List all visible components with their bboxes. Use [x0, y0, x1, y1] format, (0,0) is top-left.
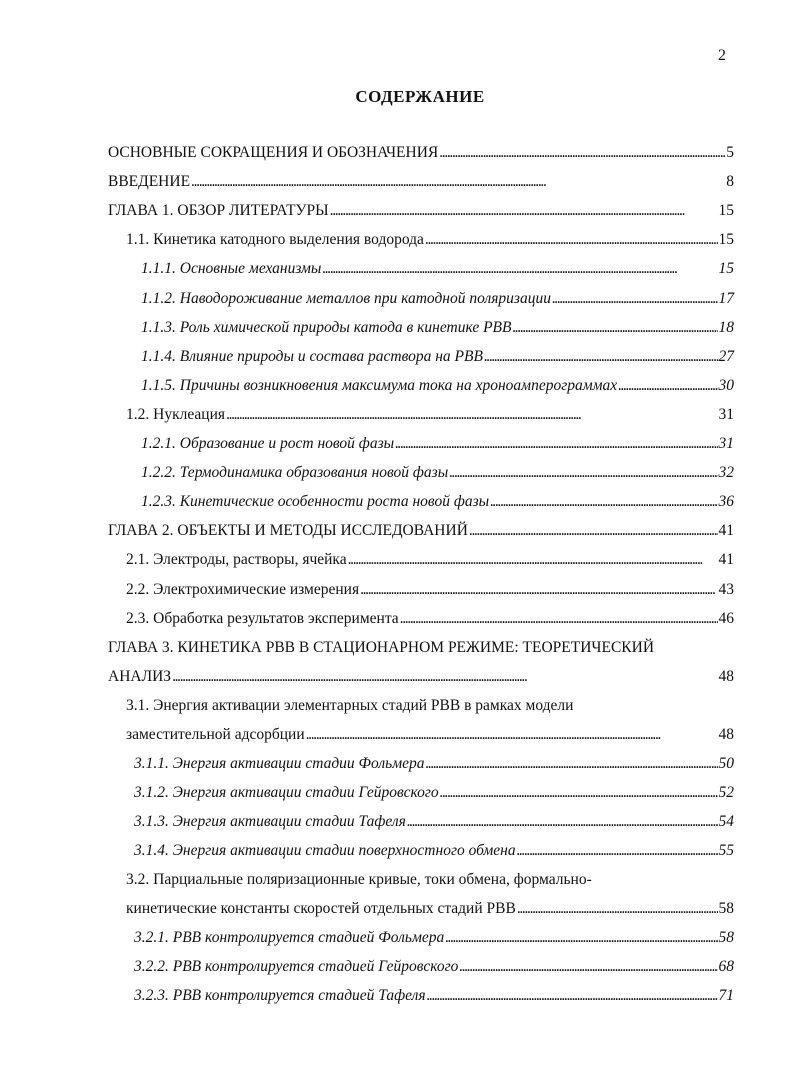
toc-leader-dots: [517, 841, 718, 861]
toc-leader-dots: [395, 434, 717, 454]
toc-entry-title: ОСНОВНЫЕ СОКРАЩЕНИЯ И ОБОЗНАЧЕНИЯ: [108, 144, 439, 161]
toc-entry-page: 58: [718, 929, 734, 946]
toc-entry: [141, 492, 734, 512]
toc-leader-dots: [459, 957, 717, 977]
toc-leader-dots: [449, 463, 717, 483]
toc-leader-dots: [330, 201, 718, 221]
toc-entry-page: 50: [718, 755, 734, 772]
toc-entry-page: 55: [718, 842, 734, 859]
toc-entry-title-line1: 3.1. Энергия активации элементарных стадий РВВ в рамках модели: [126, 697, 574, 714]
toc-leader-dots: [348, 550, 718, 570]
toc-entry-title: 1.2.2. Термодинамика образования новой фазы: [141, 464, 449, 481]
toc-entry: [134, 783, 734, 803]
toc-entry: [134, 754, 734, 774]
toc-entry-title: ГЛАВА 2. ОБЪЕКТЫ И МЕТОДЫ ИССЛЕДОВАНИЙ: [108, 522, 468, 539]
toc-leader-dots: [440, 783, 718, 803]
toc-entry-page: 5: [726, 144, 734, 161]
toc-entry-page: 58: [718, 900, 734, 917]
toc-leader-dots: [552, 289, 718, 309]
toc-entry-title: кинетические константы скоростей отдельных стадий РВВ: [126, 900, 516, 917]
toc-leader-dots: [439, 143, 725, 163]
toc-entry-title-line1: ГЛАВА 3. КИНЕТИКА РВВ В СТАЦИОНАРНОМ РЕЖИМЕ: ТЕОРЕТИЧЕСКИЙ: [108, 639, 655, 656]
toc-entry: [108, 521, 734, 541]
toc-entry-title: 3.1.1. Энергия активации стадии Фольмера: [134, 755, 425, 772]
toc-entry-page: 8: [726, 173, 734, 190]
toc-leader-dots: [484, 347, 718, 367]
toc-entry-page: 18: [718, 319, 734, 336]
toc-entry-page: 68: [718, 958, 734, 975]
toc-entry: [134, 986, 734, 1006]
toc-entry-page: 48: [718, 726, 734, 743]
toc-entry-page: 15: [718, 260, 734, 277]
toc-leader-dots: [191, 172, 725, 192]
toc-entry: [141, 318, 734, 338]
toc-entry: [134, 928, 734, 948]
toc-entry-title: ВВЕДЕНИЕ: [108, 173, 191, 190]
toc-leader-dots: [469, 521, 718, 541]
toc-entry-title: заместительной адсорбции: [126, 726, 305, 743]
toc-entry-page: 41: [718, 522, 734, 539]
toc-leader-dots: [425, 230, 718, 250]
toc-leader-dots: [445, 928, 717, 948]
toc-entry-title: 3.2.2. РВВ контролируется стадией Гейровского: [134, 958, 459, 975]
toc-entry: [141, 463, 734, 483]
toc-entry-page: 15: [718, 202, 734, 219]
toc-entry-page: 32: [718, 464, 734, 481]
toc-entry-title: 3.1.3. Энергия активации стадии Тафеля: [134, 813, 406, 830]
toc-entry-title: 1.1.3. Роль химической природы катода в кинетике РВВ: [141, 319, 512, 336]
toc-entry-page: 31: [718, 435, 734, 452]
toc-entry-title: 3.1.4. Энергия активации стадии поверхностного обмена: [134, 842, 516, 859]
toc-entry: [141, 434, 734, 454]
toc-entry-page: 41: [718, 551, 734, 568]
toc-leader-dots: [322, 259, 717, 279]
toc-entry-title: 2.2. Электрохимические измерения: [126, 581, 360, 598]
toc-entry: [108, 667, 734, 687]
toc-entry: [108, 201, 734, 221]
toc-leader-dots: [490, 492, 717, 512]
toc-entry-title: 1.1.5. Причины возникновения максимума тока на хроноамперограммах: [141, 377, 618, 394]
toc-entry: [134, 812, 734, 832]
toc-leader-dots: [512, 318, 717, 338]
toc-entry: [134, 957, 734, 977]
toc-entry-title-line1: 3.2. Парциальные поляризационные кривые, токи обмена, формально-: [126, 871, 592, 888]
toc-entry: [126, 550, 734, 570]
toc-entry-title: 2.1. Электроды, растворы, ячейка: [126, 551, 347, 568]
toc-leader-dots: [618, 376, 717, 396]
toc-entry-title: 1.2.1. Образование и рост новой фазы: [141, 435, 395, 452]
toc-entry: [126, 230, 734, 250]
toc-entry-title: 1.2.3. Кинетические особенности роста новой фазы: [141, 493, 490, 510]
toc-leader-dots: [306, 725, 718, 745]
page-title: СОДЕРЖАНИЕ: [355, 87, 485, 106]
toc-entry-page: 30: [718, 377, 734, 394]
toc-entry: [126, 725, 734, 745]
toc-entry-title: 1.1. Кинетика катодного выделения водорода: [126, 231, 424, 248]
toc-entry-title: ГЛАВА 1. ОБЗОР ЛИТЕРАТУРЫ: [108, 202, 329, 219]
toc-leader-dots: [425, 754, 717, 774]
toc-leader-dots: [517, 899, 718, 919]
toc-entry-title: 1.2. Нуклеация: [126, 406, 226, 423]
toc-entry-title: АНАЛИЗ: [108, 668, 172, 685]
toc-entry-page: 71: [718, 987, 734, 1004]
toc-leader-dots: [407, 812, 718, 832]
toc-entry-title: 1.1.1. Основные механизмы: [141, 260, 322, 277]
toc-entry-title: 1.1.4. Влияние природы и состава раствора на РВВ: [141, 348, 483, 365]
toc-entry-title: 3.2.1. РВВ контролируется стадией Фольмера: [134, 929, 445, 946]
toc-leader-dots: [427, 986, 718, 1006]
toc-entry: [141, 376, 734, 396]
toc-entry-page: 31: [718, 406, 734, 423]
toc-entry-title: 3.2.3. РВВ контролируется стадией Тафеля: [134, 987, 426, 1004]
toc-entry-page: 52: [718, 784, 734, 801]
toc-entry: [141, 289, 734, 309]
toc-entry: [141, 259, 734, 279]
toc-entry-page: 48: [718, 668, 734, 685]
toc-leader-dots: [172, 667, 717, 687]
toc-entry: [126, 580, 734, 600]
toc-leader-dots: [360, 580, 717, 600]
toc-entry: [141, 347, 734, 367]
toc-entry-page: 46: [718, 610, 734, 627]
toc-entry: [126, 405, 734, 425]
toc-entry-title: 2.3. Обработка результатов эксперимента: [126, 610, 399, 627]
toc-entry-page: 17: [718, 290, 734, 307]
toc-entry: [126, 609, 734, 629]
toc-entry-page: 15: [718, 231, 734, 248]
toc-entry-page: 54: [718, 813, 734, 830]
toc-entry: [108, 172, 734, 192]
toc-entry-page: 27: [718, 348, 734, 365]
toc-leader-dots: [400, 609, 718, 629]
toc-entry: [108, 143, 734, 163]
toc-entry-title: 3.1.2. Энергия активации стадии Гейровского: [134, 784, 439, 801]
toc-entry-page: 36: [718, 493, 734, 510]
toc-entry-page: 43: [718, 581, 734, 598]
toc-entry: [126, 899, 734, 919]
page-number: 2: [718, 47, 726, 64]
toc-leader-dots: [226, 405, 717, 425]
toc-entry-title: 1.1.2. Наводороживание металлов при катодной поляризации: [141, 290, 551, 307]
toc-entry: [134, 841, 734, 861]
